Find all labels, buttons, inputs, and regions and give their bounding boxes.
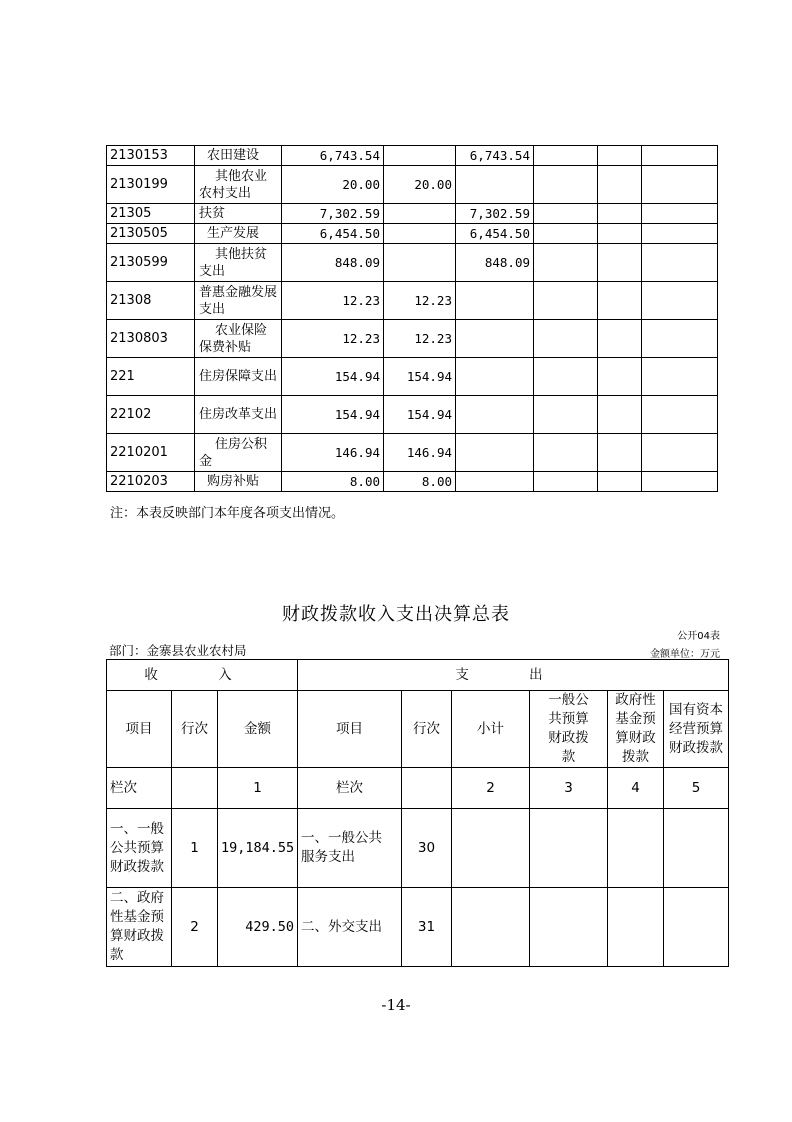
row-code: 2130199: [107, 166, 195, 204]
department-label: 部门：金寨县农业农村局: [109, 643, 247, 658]
row-basic: [384, 204, 456, 224]
row-name: 住房公积金: [195, 434, 282, 472]
row-code: 2130599: [107, 244, 195, 282]
lanci-2: 2: [452, 768, 530, 809]
table-row: [107, 472, 718, 492]
row-name: 住房改革支出: [195, 396, 282, 434]
income-item: 二、政府性基金预算财政拨款: [107, 888, 172, 967]
income-row-no: 2: [172, 888, 218, 967]
form-number: 公开04表: [677, 631, 720, 642]
table-row: [107, 809, 729, 888]
col-state-capital: 国有资本经营预算财政拨款: [664, 691, 729, 768]
income-amount: 19,184.55: [218, 809, 298, 888]
row-basic: [384, 244, 456, 282]
row-name: 住房保障支出: [195, 358, 282, 396]
row-name: 农业保险保费补贴: [195, 320, 282, 358]
table-row: [107, 282, 718, 320]
row-basic: 8.00: [384, 472, 456, 492]
row-basic: 154.94: [384, 396, 456, 434]
lanci-3: 3: [530, 768, 608, 809]
row-project: [456, 282, 534, 320]
column-header-row: [107, 691, 729, 768]
row-name: 普惠金融发展支出: [195, 282, 282, 320]
table-row: [107, 224, 718, 244]
col-row-no: 行次: [172, 691, 218, 768]
row-total: 146.94: [282, 434, 384, 472]
row-basic: 146.94: [384, 434, 456, 472]
row-code: 22102: [107, 396, 195, 434]
lanci-row: [107, 768, 729, 809]
row-name: 农田建设: [195, 146, 282, 166]
col-exp-row-no: 行次: [402, 691, 452, 768]
row-code: 2210201: [107, 434, 195, 472]
page-number: -14-: [381, 996, 411, 1014]
row-code: 2130505: [107, 224, 195, 244]
row-name: 其他农业农村支出: [195, 166, 282, 204]
row-name: 其他扶贫支出: [195, 244, 282, 282]
income-item: 一、一般公共预算财政拨款: [107, 809, 172, 888]
expense-header: 支 出: [455, 666, 571, 683]
row-basic: [384, 146, 456, 166]
row-total: 8.00: [282, 472, 384, 492]
col-amount: 金额: [218, 691, 298, 768]
income-amount: 429.50: [218, 888, 298, 967]
unit-label: 金额单位：万元: [650, 649, 720, 660]
col-item: 项目: [107, 691, 172, 768]
lanci-5: 5: [664, 768, 729, 809]
row-code: 221: [107, 358, 195, 396]
table-row: [107, 434, 718, 472]
row-total: 6,743.54: [282, 146, 384, 166]
row-basic: 12.23: [384, 320, 456, 358]
income-row-no: 1: [172, 809, 218, 888]
table-row: [107, 146, 718, 166]
col-exp-item: 项目: [298, 691, 402, 768]
table-row: [107, 396, 718, 434]
row-code: 2130803: [107, 320, 195, 358]
row-total: 6,454.50: [282, 224, 384, 244]
table-row: [107, 244, 718, 282]
table-row: [107, 166, 718, 204]
col-gov-fund: 政府性基金预算财政拨款: [608, 691, 664, 768]
expense-row-no: 31: [402, 888, 452, 967]
row-basic: [384, 224, 456, 244]
table-row: [107, 888, 729, 967]
row-project: [456, 472, 534, 492]
row-name: 生产发展: [195, 224, 282, 244]
lanci-4: 4: [608, 768, 664, 809]
row-code: 21305: [107, 204, 195, 224]
row-basic: 12.23: [384, 282, 456, 320]
col-general-budget: 一般公共预算财政拨款: [530, 691, 608, 768]
row-basic: 154.94: [384, 358, 456, 396]
row-total: 12.23: [282, 320, 384, 358]
row-project: 6,743.54: [456, 146, 534, 166]
header-row: [107, 660, 729, 691]
row-basic: 20.00: [384, 166, 456, 204]
income-header: 收 入: [144, 666, 260, 683]
fiscal-summary-table: [106, 659, 729, 967]
row-project: [456, 358, 534, 396]
row-project: [456, 320, 534, 358]
row-project: [456, 396, 534, 434]
row-total: 7,302.59: [282, 204, 384, 224]
row-project: 848.09: [456, 244, 534, 282]
row-total: 20.00: [282, 166, 384, 204]
table-row: [107, 204, 718, 224]
row-project: [456, 166, 534, 204]
lanci-1: 1: [218, 768, 298, 809]
row-total: 154.94: [282, 396, 384, 434]
row-project: [456, 434, 534, 472]
expense-item: 一、一般公共服务支出: [298, 809, 402, 888]
row-code: 2130153: [107, 146, 195, 166]
row-project: 6,454.50: [456, 224, 534, 244]
row-total: 154.94: [282, 358, 384, 396]
row-name: 扶贫: [195, 204, 282, 224]
row-name: 购房补贴: [195, 472, 282, 492]
row-total: 12.23: [282, 282, 384, 320]
row-total: 848.09: [282, 244, 384, 282]
page-title: 财政拨款收入支出决算总表: [282, 604, 510, 625]
row-code: 21308: [107, 282, 195, 320]
row-project: 7,302.59: [456, 204, 534, 224]
expense-row-no: 30: [402, 809, 452, 888]
lanci-label: 栏次: [107, 768, 172, 809]
col-subtotal: 小计: [452, 691, 530, 768]
table-note: 注：本表反映部门本年度各项支出情况。: [110, 506, 345, 521]
row-code: 2210203: [107, 472, 195, 492]
lanci-label-2: 栏次: [298, 768, 402, 809]
expenditure-detail-table: [106, 145, 718, 492]
table-row: [107, 358, 718, 396]
table-row: [107, 320, 718, 358]
expense-item: 二、外交支出: [298, 888, 402, 967]
